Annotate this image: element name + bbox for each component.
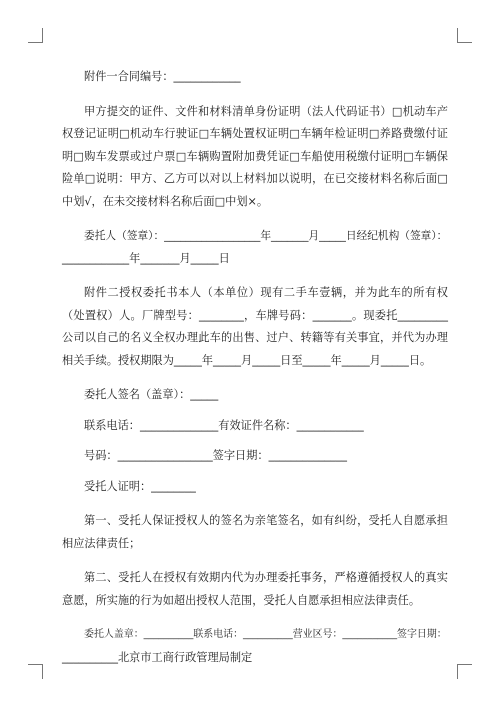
principal-sign-line: 委托人签名（盖章）：_____ (84, 388, 219, 401)
document-body (62, 66, 448, 669)
id-number-line: 号码：_________________签字日期：______________ (84, 449, 347, 462)
clause-one-paragraph: 第一、受托人保证授权人的签名为亲笔签名，如有纠纷，受托人自愿承担相应法律责任； (62, 514, 448, 550)
principal-seal-line: 委托人盖章：__________联系电话：__________营业区号：___________签字日期： (84, 629, 447, 640)
contract-number-line: 附件一合同编号：____________ (84, 70, 241, 83)
crop-mark-bottom-left (28, 664, 43, 679)
crop-mark-bottom-right (457, 664, 472, 679)
principal-signature-line: 委托人（签章）：__________________年_______月_____日经纪机构（签章）： (84, 229, 448, 242)
clause-two-paragraph: 第二、受托人在授权有效期内代为办理委托事务，严格遵循授权人的真实意愿，所实施的行为如超出授权人范围，受托人自愿承担相应法律责任。 (62, 571, 448, 607)
agency-date-line: ____________年_______月_____日 (62, 251, 230, 265)
contact-phone-line: 联系电话：______________有效证件名称：____________ (84, 418, 364, 432)
power-of-attorney-paragraph: 附件二授权委托书本人（本单位）现有二手车壹辆，并为此车的所有权（处置权）人。厂牌型号：________，车牌号码：_______。现委托_________公司以自己的名义全权办理此车的出售、过户、转籍等有关事宜，并代为办理相关手续。授权期限为_____年_____月_____日至_____年_____月_____日。 (62, 286, 448, 367)
issuer-line: __________北京市工商行政管理局制定 (62, 650, 253, 664)
materials-checklist-paragraph: 甲方提交的证件、文件和材料清单身份证明（法人代码证书）□机动车产权登记证明□机动车行驶证□车辆处置权证明□车辆年检证明□养路费缴付证明□购车发票或过户票□车辆购置附加费凭证□车船使用税缴付证明□车辆保险单□说明：甲方、乙方可以对以上材料加以说明，在已交接材料名称后面□中划√，在未交接材料名称后面□中划×。 (62, 104, 448, 208)
crop-mark-top-left (28, 28, 43, 43)
agent-certification-line: 受托人证明：________ (84, 479, 196, 493)
crop-mark-top-right (457, 28, 472, 43)
